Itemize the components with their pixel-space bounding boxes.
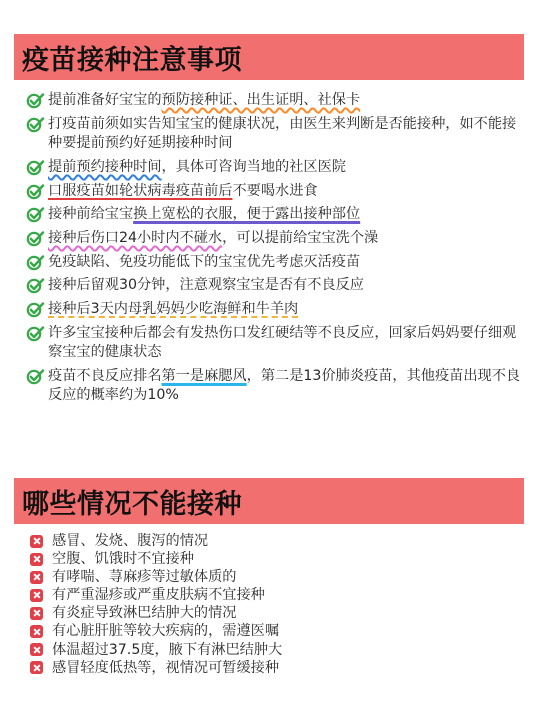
list-item <box>30 641 510 659</box>
cross-box-icon <box>30 535 43 548</box>
check-circle-icon <box>26 324 48 343</box>
cross-box-icon <box>30 625 43 638</box>
section-banner-vaccination-notes <box>14 34 524 80</box>
item-highlight: 第一是麻腮风 <box>161 367 247 384</box>
item-text: 有炎症导致淋巴结肿大的情况 <box>52 605 237 622</box>
list-item <box>30 568 510 586</box>
cross-box-icon <box>30 607 43 620</box>
section-title: 疫苗接种注意事项 <box>22 44 242 76</box>
list-item <box>30 550 510 568</box>
item-text: 体温超过37.5度，腋下有淋巴结肿大 <box>52 641 283 658</box>
check-circle-icon <box>26 253 48 272</box>
list-item <box>30 622 510 640</box>
list-item <box>26 158 526 178</box>
check-circle-icon <box>26 367 48 386</box>
item-text: 疫苗不良反应排名 <box>48 367 162 384</box>
list-item <box>26 300 526 320</box>
list-item <box>30 659 510 677</box>
item-text: 免疫缺陷、免疫功能低下的宝宝优先考虑灭活疫苗 <box>48 253 361 270</box>
section-banner-contraindications <box>14 478 524 524</box>
item-text: 有哮喘、荨麻疹等过敏体质的 <box>52 569 237 586</box>
item-text: 有严重湿疹或严重皮肤病不宜接种 <box>52 587 265 604</box>
check-circle-icon <box>26 158 48 177</box>
item-text: 提前准备好宝宝的 <box>48 92 162 108</box>
item-text: 打疫苗前须如实告知宝宝的健康状况，由医生来判断是否能接种，如不能接种要提前预约好延期接种时间 <box>48 115 517 152</box>
check-circle-icon <box>26 91 48 110</box>
check-circle-icon <box>26 276 48 295</box>
contraindications-list <box>30 532 510 677</box>
item-highlight: 口服疫苗如轮状病毒疫苗前后 <box>48 182 233 199</box>
list-item <box>26 229 526 249</box>
cross-box-icon <box>30 571 43 584</box>
list-item <box>26 324 526 363</box>
cross-box-icon <box>30 553 43 566</box>
item-highlight: 预防接种证、出生证明、社保卡 <box>161 92 361 108</box>
item-text: 接种前给宝宝 <box>48 206 134 223</box>
check-circle-icon <box>26 229 48 248</box>
section-title: 哪些情况不能接种 <box>22 488 242 520</box>
item-text-tail: ，可以提前给宝宝洗个澡 <box>222 229 379 246</box>
list-item <box>26 205 526 225</box>
vaccination-notes-list <box>26 91 526 410</box>
item-text: 许多宝宝接种后都会有发热伤口发红硬结等不良反应，回家后妈妈要仔细观察宝宝的健康状态 <box>48 324 517 361</box>
item-highlight: 接种后3天内母乳妈妈少吃海鲜和牛羊肉 <box>48 301 299 317</box>
check-circle-icon <box>26 182 48 201</box>
list-item <box>30 586 510 604</box>
item-highlight: 换上宽松的衣服，便于露出接种部位 <box>133 206 361 223</box>
item-highlight: 提前预约接种时间 <box>48 158 162 175</box>
item-highlight: 接种后伤口24小时内不碰水 <box>48 229 223 246</box>
check-circle-icon <box>26 300 48 319</box>
item-text: 感冒轻度低热等，视情况可暂缓接种 <box>52 659 280 676</box>
list-item <box>30 532 510 550</box>
list-item <box>26 91 526 111</box>
item-text: 空腹、饥饿时不宜接种 <box>52 551 194 568</box>
cross-box-icon <box>30 589 43 602</box>
check-circle-icon <box>26 205 48 224</box>
item-text-tail: ，具体可咨询当地的社区医院 <box>161 158 346 175</box>
item-text: 感冒、发烧、腹泻的情况 <box>52 533 209 549</box>
list-item <box>30 604 510 622</box>
item-text: 有心脏肝脏等较大疾病的，需遵医嘱 <box>52 623 280 640</box>
item-text-tail: ，第二是13价肺炎疫苗，其他疫苗出现不良反应的概率约为10% <box>48 367 521 404</box>
list-item <box>26 115 526 154</box>
item-text-tail: 不要喝水进食 <box>232 182 318 199</box>
list-item <box>26 253 526 273</box>
cross-box-icon <box>30 643 43 656</box>
list-item <box>26 182 526 202</box>
check-circle-icon <box>26 115 48 134</box>
cross-box-icon <box>30 661 43 674</box>
list-item <box>26 367 526 406</box>
item-text: 接种后留观30分钟，注意观察宝宝是否有不良反应 <box>48 277 364 294</box>
list-item <box>26 276 526 296</box>
